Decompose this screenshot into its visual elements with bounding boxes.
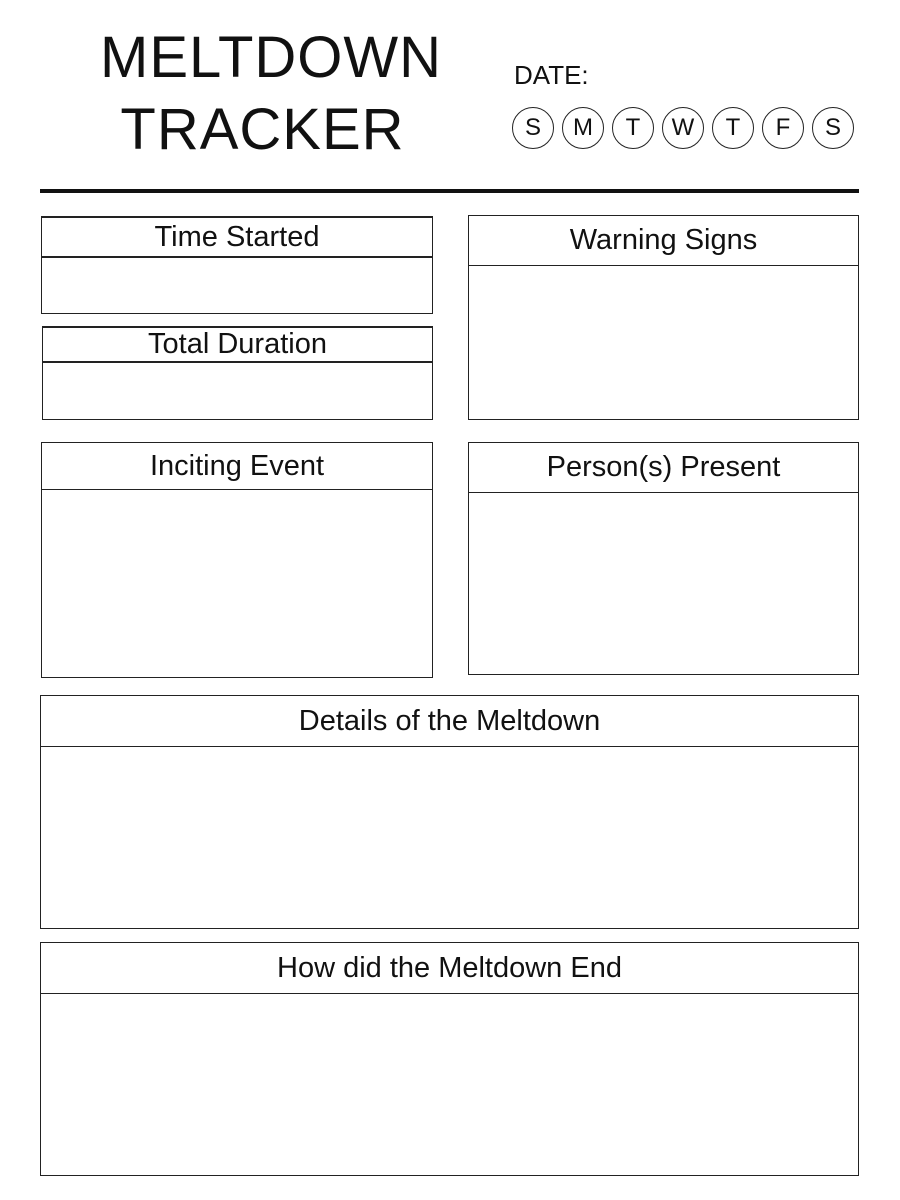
warning-signs-field[interactable] (469, 266, 858, 419)
details-label: Details of the Meltdown (41, 696, 858, 747)
inciting-event-field[interactable] (42, 490, 432, 677)
day-circle-thursday[interactable]: T (712, 107, 754, 149)
total-duration-box (42, 326, 433, 420)
page-title (100, 22, 443, 166)
time-started-field[interactable] (42, 258, 432, 314)
persons-present-field[interactable] (469, 493, 858, 674)
inciting-event-label: Inciting Event (42, 443, 432, 490)
title-line-1: MELTDOWN (100, 25, 443, 90)
time-started-box (41, 216, 433, 314)
total-duration-label: Total Duration (43, 328, 432, 363)
day-circle-sunday[interactable]: S (512, 107, 554, 149)
day-circle-monday[interactable]: M (562, 107, 604, 149)
inciting-event-box (41, 442, 433, 678)
day-circle-tuesday[interactable]: T (612, 107, 654, 149)
time-started-label: Time Started (42, 218, 432, 258)
how-end-label: How did the Meltdown End (41, 943, 858, 994)
day-circle-wednesday[interactable]: W (662, 107, 704, 149)
persons-present-label: Person(s) Present (469, 443, 858, 493)
warning-signs-box (468, 215, 859, 420)
day-circle-saturday[interactable]: S (812, 107, 854, 149)
title-line-2: TRACKER (120, 97, 405, 162)
details-box (40, 695, 859, 929)
warning-signs-label: Warning Signs (469, 216, 858, 266)
persons-present-box (468, 442, 859, 675)
day-circle-friday[interactable]: F (762, 107, 804, 149)
how-end-field[interactable] (41, 994, 858, 1175)
total-duration-field[interactable] (43, 363, 432, 420)
weekday-selector (512, 107, 854, 149)
details-field[interactable] (41, 747, 858, 928)
date-label: DATE: (514, 60, 589, 90)
how-end-box (40, 942, 859, 1176)
header-divider (40, 189, 859, 193)
